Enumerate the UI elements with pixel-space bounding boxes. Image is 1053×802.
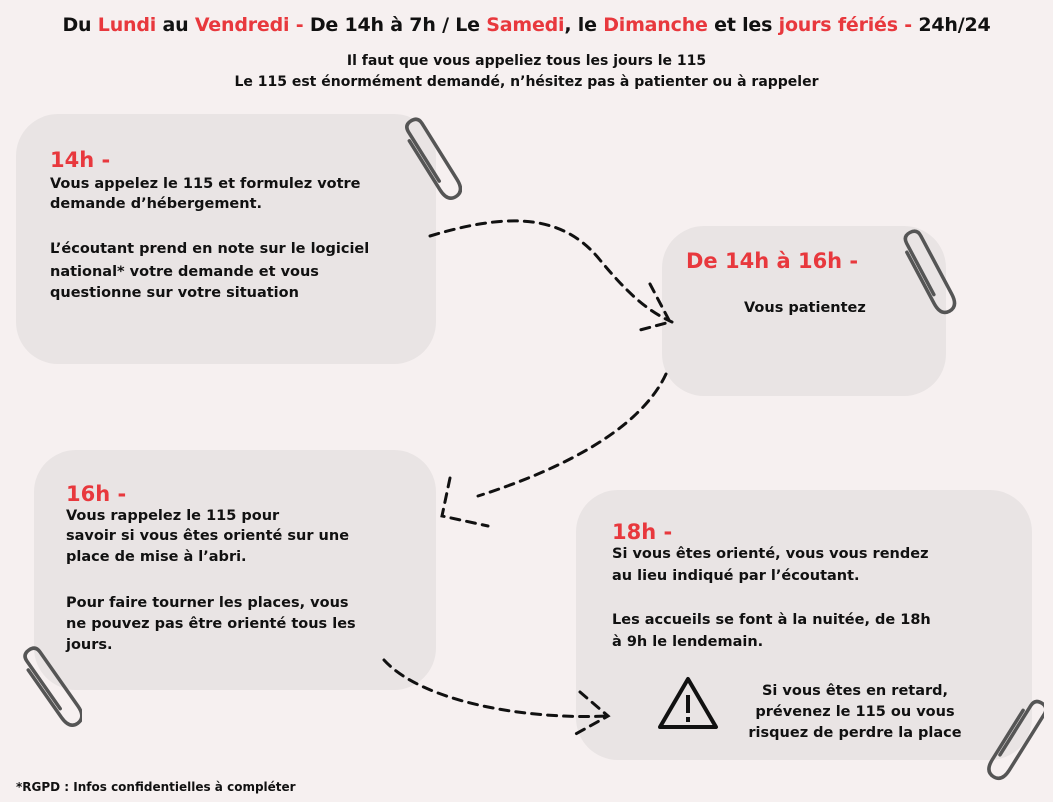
step-text: place de mise à l’abri.: [66, 549, 247, 565]
header-vendredi: Vendredi: [194, 14, 290, 36]
step-text: Si vous êtes orienté, vous vous rendez: [612, 546, 929, 562]
step-text: au lieu indiqué par l’écoutant.: [612, 568, 860, 584]
dashed-arrow: [572, 692, 608, 736]
step-text: L’écoutant prend en note sur le logiciel: [50, 241, 370, 257]
warning-text: Si vous êtes en retard,: [761, 683, 949, 699]
step-text: national* votre demande et vous: [50, 264, 319, 280]
header-text: au: [156, 14, 195, 36]
subtitle-line-2: Le 115 est énormément demandé, n’hésitez pas à patienter ou à rappeler: [234, 74, 819, 90]
step-text: jours.: [66, 637, 113, 653]
step-text: ne pouvez pas être orienté tous les: [66, 616, 356, 632]
header-text: , le: [564, 14, 604, 36]
step-time-18h: 18h -: [612, 520, 673, 544]
paperclip-icon: [898, 225, 958, 325]
footer-note: *RGPD : Infos confidentielles à compléter: [16, 780, 296, 794]
step-text: Vous patientez: [744, 300, 866, 316]
dashed-arrow: [478, 374, 666, 496]
header-samedi: Samedi: [486, 14, 565, 36]
step-text: demande d’hébergement.: [50, 196, 263, 212]
dashed-arrow: [384, 660, 608, 717]
header-text: et les: [707, 14, 779, 36]
step-time-14h-16h: De 14h à 16h -: [686, 249, 859, 273]
header-text: 24h/24: [918, 14, 991, 36]
step-text: Vous rappelez le 115 pour: [66, 508, 280, 524]
step-text: à 9h le lendemain.: [612, 634, 764, 650]
step-text: Vous appelez le 115 et formulez votre: [50, 176, 361, 192]
header-dash: -: [897, 14, 919, 36]
warning-text: prévenez le 115 ou vous: [755, 704, 955, 720]
header-dash: -: [289, 14, 310, 36]
dashed-arrow: [442, 478, 488, 526]
step-text: Les accueils se font à la nuitée, de 18h: [612, 612, 931, 628]
header-feries: jours fériés: [778, 14, 898, 36]
header-text: Du: [62, 14, 98, 36]
dashed-arrow: [430, 221, 672, 322]
step-text: Pour faire tourner les places, vous: [66, 595, 349, 611]
paperclip-icon: [402, 112, 462, 212]
header-lundi: Lundi: [97, 14, 157, 36]
step-time-14h: 14h -: [50, 148, 111, 172]
step-time-16h: 16h -: [66, 482, 127, 506]
header-text: De 14h à 7h / Le: [309, 14, 487, 36]
paperclip-icon: [22, 640, 82, 740]
step-text: savoir si vous êtes orienté sur une: [66, 528, 350, 544]
paperclip-icon: [984, 690, 1044, 790]
header-dimanche: Dimanche: [603, 14, 708, 36]
step-text: questionne sur votre situation: [50, 285, 299, 301]
warning-text: risquez de perdre la place: [748, 725, 962, 741]
subtitle-line-1: Il faut que vous appeliez tous les jours le 115: [346, 53, 707, 69]
